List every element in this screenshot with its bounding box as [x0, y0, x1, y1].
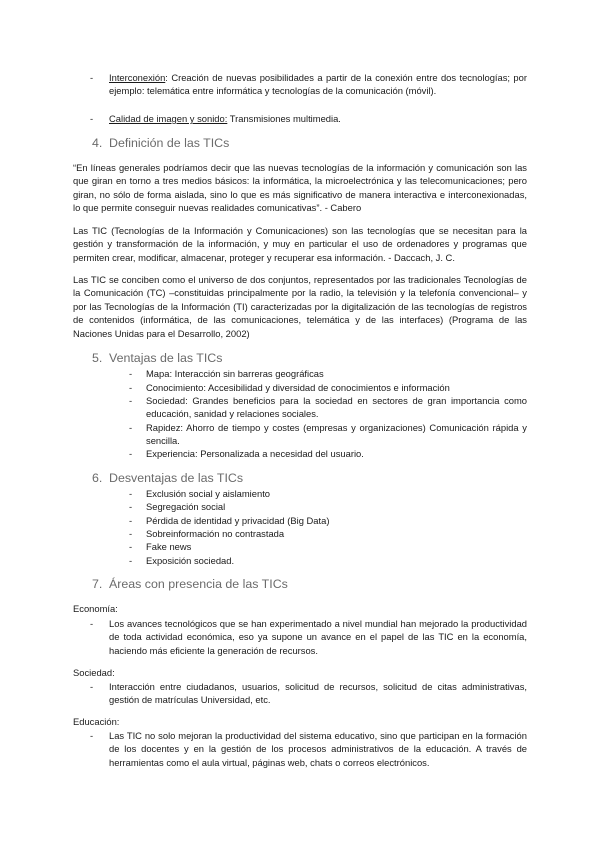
desventaja-item: Sobreinformación no contrastada	[146, 528, 285, 539]
section-heading-6	[92, 471, 243, 486]
bullet-dash: -	[90, 618, 94, 629]
bullet-dash: -	[129, 448, 133, 459]
section-title: Definición de las TICs	[109, 136, 230, 150]
area-label-educacion: Educación:	[73, 716, 120, 727]
section-title: Áreas con presencia de las TICs	[109, 577, 288, 591]
bullet-dash: -	[129, 555, 133, 566]
bullet-dash: -	[129, 395, 133, 406]
section-heading-7	[92, 577, 288, 592]
bullet-dash: -	[129, 528, 133, 539]
ventaja-item: Rapidez: Ahorro de tiempo y costes (empresas y organizaciones) Comunicación rápida y sencilla.	[146, 422, 527, 447]
bullet-dash: -	[90, 681, 94, 692]
ventaja-item: Sociedad: Grandes beneficios para la sociedad en sectores de gran importancia como educación, sanidad y relaciones sociales.	[146, 395, 527, 420]
item-text: Creación de nuevas posibilidades a partir de la conexión entre dos tecnologías; por ejemplo: telemática entre informática y tecnologías de la comunicación (móvil).	[109, 72, 527, 97]
bullet-dash: -	[90, 113, 94, 124]
bullet-dash: -	[129, 541, 133, 552]
bullet-dash: -	[129, 488, 133, 499]
bullet-dash: -	[129, 501, 133, 512]
section-heading-5	[92, 351, 222, 366]
list-item-calidad	[109, 112, 527, 125]
desventaja-item: Fake news	[146, 541, 192, 552]
section-number: 4.	[92, 136, 103, 150]
ventaja-item: Experiencia: Personalizada a necesidad del usuario.	[146, 448, 364, 459]
item-sep: :	[165, 72, 172, 83]
list-item-interconexion	[109, 71, 527, 98]
area-text-educacion: Las TIC no solo mejoran la productividad del sistema educativo, sino que participan en la formación de los docentes y en la gestión de los procesos administrativos de la educación. A través de herramientas como el aula virtual, páginas web, chats o correos electrónicos.	[109, 730, 527, 768]
section-number: 6.	[92, 471, 103, 485]
item-term: Calidad de imagen y sonido:	[109, 113, 228, 124]
paragraph-cabero: “En líneas generales podríamos decir que las nuevas tecnologías de la información y comunicación son las que giran en torno a tres medios básicos: la informática, la microelectrónica y las telecomunicaciones; pero giran, no sólo de forma aislada, sino lo que es más significativo de manera interactiva e interconexionadas, lo que permite conseguir nuevas realidades comunicativas”. - Cabero	[73, 162, 527, 214]
bullet-dash: -	[129, 515, 133, 526]
bullet-dash: -	[129, 422, 133, 433]
desventaja-item: Exclusión social y aislamiento	[146, 488, 271, 499]
section-number: 7.	[92, 577, 103, 591]
area-text-economia: Los avances tecnológicos que se han experimentado a nivel mundial han mejorado la productividad de toda actividad económica, eso ya supone un avance en el papel de las TIC en la economía, haciendo más eficiente la generación de recursos.	[109, 618, 527, 656]
area-label-economia: Economía:	[73, 603, 118, 614]
section-title: Desventajas de las TICs	[109, 471, 244, 485]
paragraph-pnud: Las TIC se conciben como el universo de dos conjuntos, representados por las tradicionales Tecnologías de la Comunicación (TC) –constituidas principalmente por la radio, la televisión y la telefonía convencional– y por las Tecnologías de la Información (TI) caracterizadas por la digitalización de las tecnologías de registros de contenidos (informática, de las comunicaciones, telemática y de las interfaces) (Programa de las Naciones Unidas para el Desarrollo, 2002)	[73, 274, 527, 339]
area-text-sociedad: Interacción entre ciudadanos, usuarios, solicitud de recursos, solicitud de citas administrativas, gestión de matrículas Universidad, etc.	[109, 681, 527, 706]
ventaja-item: Conocimiento: Accesibilidad y diversidad de conocimientos e información	[146, 382, 450, 393]
bullet-dash: -	[90, 72, 94, 83]
bullet-dash: -	[90, 730, 94, 741]
section-title: Ventajas de las TICs	[109, 351, 223, 365]
paragraph-daccach: Las TIC (Tecnologías de la Información y Comunicaciones) son las tecnologías que se necesitan para la gestión y transformación de la información, y muy en particular el uso de ordenadores y programas que permiten crear, modificar, almacenar, proteger y recuperar esa información. - Daccach, J. C.	[73, 225, 527, 263]
section-heading-4	[92, 136, 229, 151]
desventaja-item: Exposición sociedad.	[146, 555, 235, 566]
bullet-dash: -	[129, 382, 133, 393]
item-text: Transmisiones multimedia.	[229, 113, 341, 124]
section-number: 5.	[92, 351, 103, 365]
item-term: Interconexión	[109, 72, 166, 83]
ventaja-item: Mapa: Interacción sin barreras geográficas	[146, 368, 324, 379]
desventaja-item: Segregación social	[146, 501, 226, 512]
desventaja-item: Pérdida de identidad y privacidad (Big Data)	[146, 515, 330, 526]
bullet-dash: -	[129, 368, 133, 379]
area-label-sociedad: Sociedad:	[73, 667, 115, 678]
